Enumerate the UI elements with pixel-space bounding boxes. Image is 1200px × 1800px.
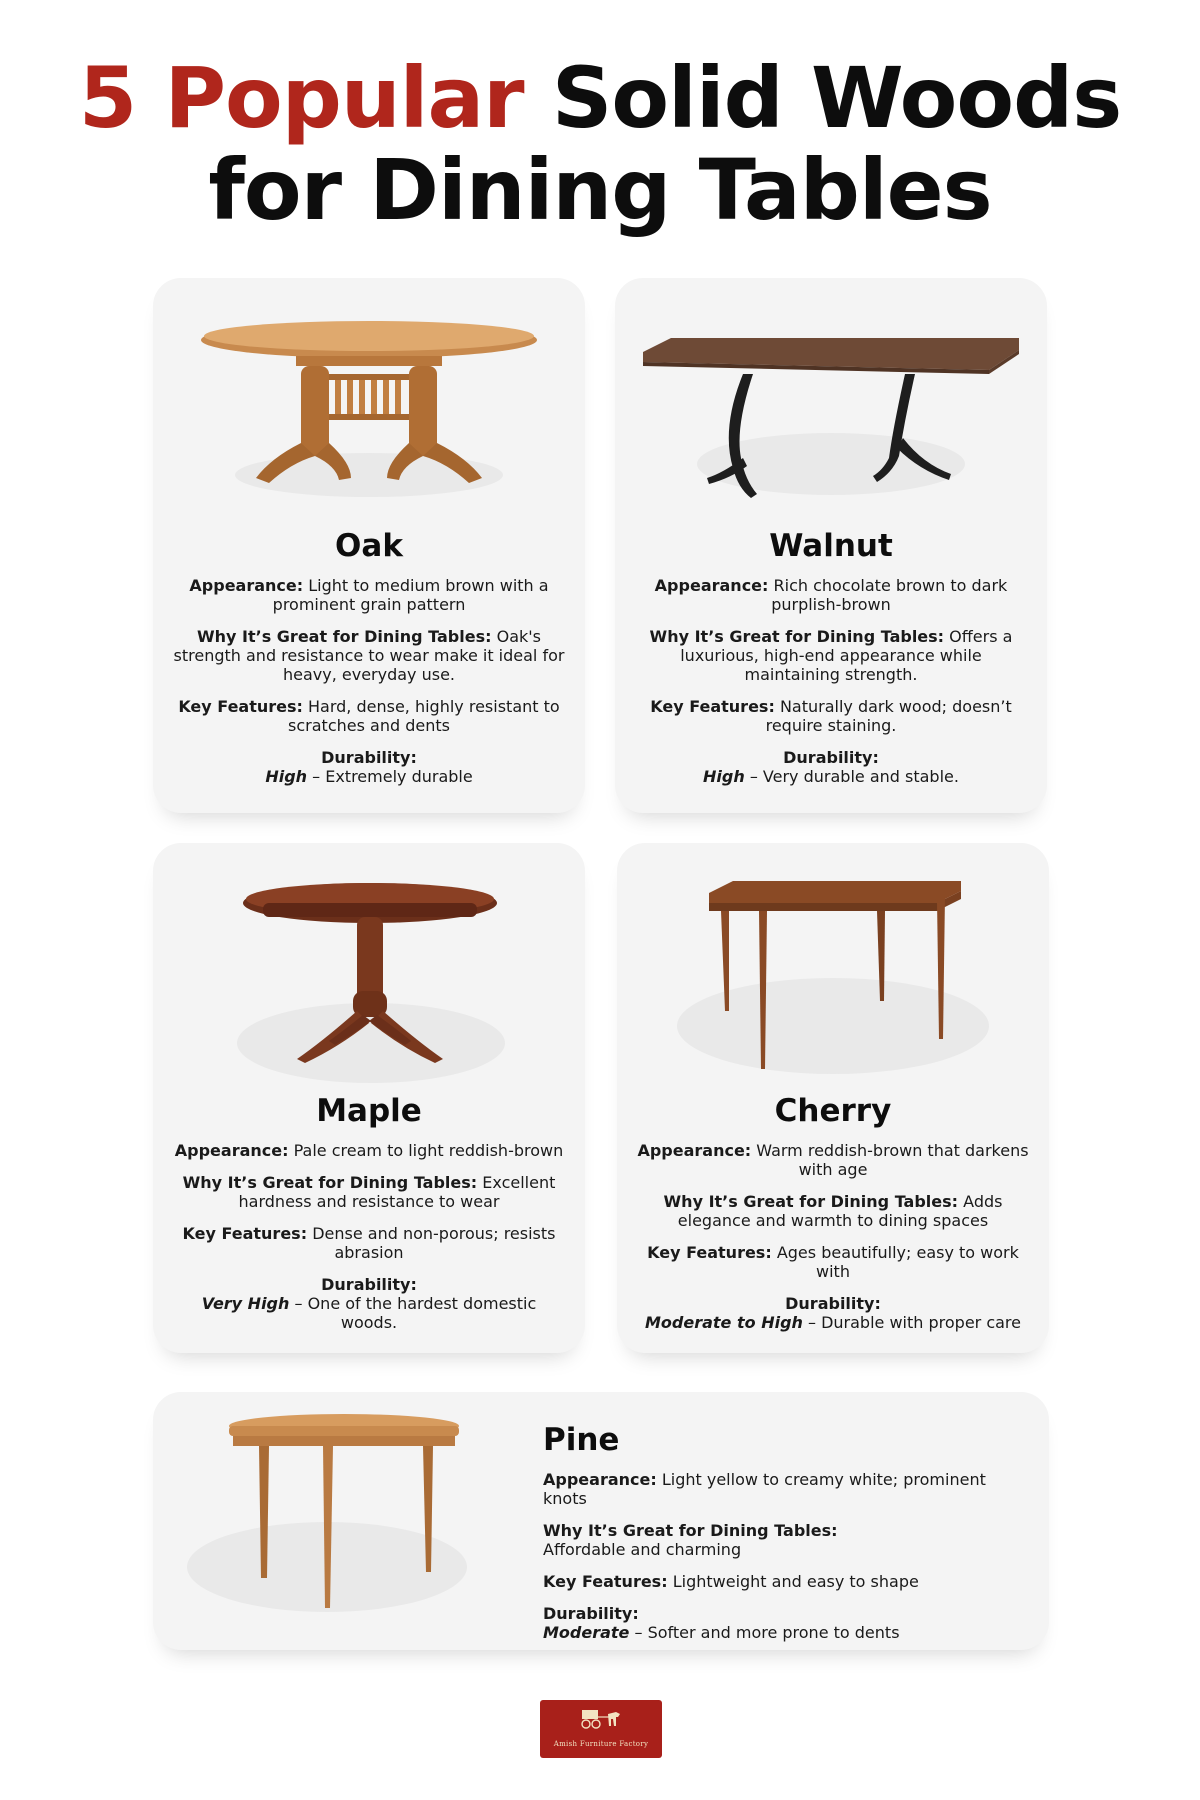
durability-row: Durability: Moderate – Softer and more prone to dents (543, 1604, 900, 1642)
wood-details (173, 1141, 565, 1345)
title-accent: 5 Popular (78, 49, 524, 147)
wood-card-maple (153, 843, 585, 1353)
durability-row: Durability: Very High – One of the hardest domestic woods. (201, 1275, 537, 1332)
features-row: Key Features: Lightweight and easy to shape (543, 1572, 919, 1591)
wood-details (173, 576, 565, 799)
why-row: Why It’s Great for Dining Tables: Offers a luxurious, high-end appearance while maintaining strength. (649, 627, 1013, 684)
appearance-row: Appearance: Pale cream to light reddish-brown (174, 1141, 564, 1160)
page-title (0, 49, 1200, 239)
pine-table-image (229, 1412, 459, 1608)
wood-name: Pine (543, 1422, 620, 1458)
features-row: Key Features: Hard, dense, highly resistant to scratches and dents (178, 697, 560, 735)
brand-logo (540, 1700, 662, 1758)
why-row: Why It’s Great for Dining Tables: Affordable and charming (543, 1521, 838, 1559)
wood-card-cherry (617, 843, 1049, 1353)
wood-card-pine (153, 1392, 1049, 1650)
why-row: Why It’s Great for Dining Tables: Excellent hardness and resistance to wear (182, 1173, 556, 1211)
buggy-icon (578, 1708, 626, 1730)
durability-row: Durability: High – Very durable and stable. (703, 748, 959, 786)
oak-table-image (201, 318, 537, 488)
wood-name: Cherry (774, 1093, 892, 1129)
durability-row: Durability: High – Extremely durable (265, 748, 473, 786)
wood-card-oak (153, 278, 585, 813)
durability-row: Durability: Moderate to High – Durable with proper care (645, 1294, 1021, 1332)
appearance-row: Appearance: Light yellow to creamy white; prominent knots (543, 1470, 986, 1508)
wood-name: Oak (335, 528, 403, 564)
title-line-1 (0, 49, 1200, 147)
logo-text: Amish Furniture Factory (553, 1740, 649, 1748)
wood-name: Maple (316, 1093, 422, 1129)
title-line-2: for Dining Tables (208, 141, 992, 239)
appearance-row: Appearance: Light to medium brown with a prominent grain pattern (189, 576, 549, 614)
appearance-row: Appearance: Rich chocolate brown to dark purplish-brown (654, 576, 1008, 614)
features-row: Key Features: Naturally dark wood; doesn’t require staining. (650, 697, 1012, 735)
wood-card-walnut (615, 278, 1047, 813)
cherry-table-image (709, 881, 961, 1071)
appearance-row: Appearance: Warm reddish-brown that darkens with age (637, 1141, 1029, 1179)
why-row: Why It’s Great for Dining Tables: Oak's strength and resistance to wear make it ideal for heavy, everyday use. (173, 627, 565, 684)
walnut-table-image (643, 338, 1019, 508)
wood-details (543, 1470, 1019, 1655)
features-row: Key Features: Dense and non-porous; resists abrasion (182, 1224, 556, 1262)
wood-name: Walnut (769, 528, 893, 564)
wood-details (637, 1141, 1029, 1345)
maple-table-image (243, 881, 497, 1063)
title-main: Solid Woods (551, 49, 1122, 147)
why-row: Why It’s Great for Dining Tables: Adds elegance and warmth to dining spaces (663, 1192, 1003, 1230)
features-row: Key Features: Ages beautifully; easy to work with (647, 1243, 1019, 1281)
wood-details (635, 576, 1027, 799)
